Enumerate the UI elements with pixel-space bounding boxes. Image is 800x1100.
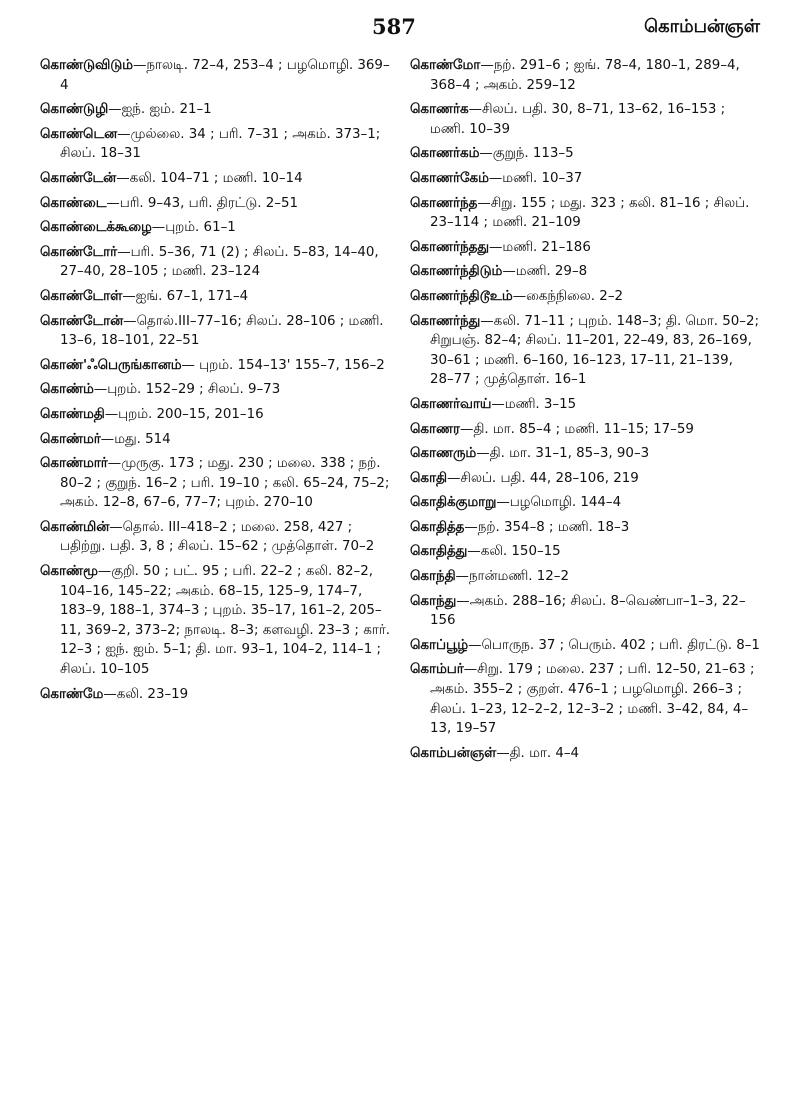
entry-headword: கொண்ம் [40, 382, 94, 398]
index-entry [40, 218, 390, 238]
entry-headword: கொதி [410, 470, 447, 486]
entry-headword: கொணர்ந்திடூஉம் [410, 288, 513, 304]
entry-references: —மணி. 3–15 [491, 396, 577, 412]
index-entry [410, 287, 760, 307]
entry-references: —பொருந. 37 ; பெரும். 402 ; பரி. திரட்டு. 8–1 [468, 637, 760, 653]
index-entry [410, 169, 760, 189]
index-entry [40, 194, 390, 214]
entry-references: —ஐந். ஐம். 21–1 [108, 102, 212, 118]
entry-headword: கொண்டேன் [40, 170, 117, 186]
entry-headword: கொதித்த [410, 519, 465, 535]
entry-headword: கொண்மே [40, 686, 104, 702]
entry-headword: கொணர [410, 421, 460, 437]
index-entry [410, 567, 760, 587]
entry-references: —தி. மா. 31–1, 85–3, 90–3 [476, 446, 650, 462]
entry-references: —மணி. 29–8 [502, 264, 588, 280]
entry-references: —தி. மா. 85–4 ; மணி. 11–15; 17–59 [459, 421, 694, 437]
entry-headword: கொண்மூ [40, 564, 98, 580]
index-entry [410, 144, 760, 164]
index-entry [410, 238, 760, 258]
index-entry [40, 169, 390, 189]
entry-references: —அகம். 288–16; சிலப். 8–வெண்பா–1–3, 22–156 [430, 593, 746, 629]
entry-headword: கொணர்க [410, 102, 469, 118]
entry-references: —கலி. 150–15 [467, 544, 561, 560]
entry-headword: கொண்மதி [40, 406, 105, 422]
entry-headword: கொண்டை [40, 195, 107, 211]
entry-headword: கொணர்ந்தது [410, 239, 489, 255]
entry-references: —புறம். 152–29 ; சிலப். 9–73 [93, 382, 281, 398]
index-entry [410, 744, 760, 764]
page-header [0, 14, 800, 44]
entry-references: —தொல். III–418–2 ; மலை. 258, 427 ; பதிற்று. பதி. 3, 8 ; சிலப். 15–62 ; முத்தொள். 70–2 [60, 519, 375, 555]
page-number: 587 [372, 14, 416, 39]
left-column [40, 56, 390, 709]
entry-references: —சிலப். பதி. 30, 8–71, 13–62, 16–153 ; மணி. 10–39 [430, 102, 726, 137]
index-entry [410, 262, 760, 282]
index-entry [40, 125, 390, 164]
entry-references: —மது. 514 [100, 431, 171, 447]
entry-references: —நற். 354–8 ; மணி. 18–3 [464, 519, 630, 535]
entry-headword: கொணர்ந்திடும் [410, 264, 503, 280]
index-entry [410, 194, 760, 233]
entry-headword: கொணர்ந்த [410, 195, 478, 211]
entry-headword: கொண்டோன் [40, 313, 124, 329]
entry-references: —மணி. 21–186 [488, 239, 591, 255]
entry-references: —நான்மணி. 12–2 [455, 569, 569, 585]
entry-references: —நாலடி. 72–4, 253–4 ; பழமொழி. 369–4 [60, 58, 390, 93]
index-entry [410, 493, 760, 513]
index-entry [40, 243, 390, 282]
entry-headword: கொண்'ஃபெருங்கானம் [40, 357, 182, 373]
entry-references: —பரி. 9–43, பரி. திரட்டு. 2–51 [106, 195, 299, 211]
index-entry [410, 56, 760, 95]
index-entry [40, 405, 390, 425]
index-entry [410, 518, 760, 538]
entry-headword: கொண்டைக்கூழை [40, 220, 152, 236]
entry-references: —சிறு. 155 ; மது. 323 ; கலி. 81–16 ; சிலப். 23–114 ; மணி. 21–109 [430, 195, 750, 231]
index-entry [40, 518, 390, 557]
index-entry [410, 592, 760, 631]
entry-headword: கொண்மர் [40, 431, 101, 447]
index-entry [40, 287, 390, 307]
entry-references: —தொல்.III–77–16; சிலப். 28–106 ; மணி. 13–6, 18–101, 22–51 [60, 313, 384, 349]
right-column [410, 56, 760, 768]
index-entry [40, 685, 390, 705]
entry-references: —மணி. 10–37 [488, 170, 583, 186]
entry-headword: கொண்மின் [40, 519, 110, 535]
entry-references: —பரி. 5–36, 71 (2) ; சிலப். 5–83, 14–40, 27–40, 28–105 ; மணி. 23–124 [60, 244, 379, 280]
entry-headword: கொண்டோர் [40, 244, 118, 260]
entry-references: —கைந்நிலை. 2–2 [512, 288, 624, 304]
index-entry [410, 100, 760, 139]
entry-references: —பழமொழி. 144–4 [496, 495, 622, 511]
entry-headword: கொணர்கேம் [410, 170, 489, 186]
entry-headword: கொணர்கம் [410, 146, 480, 162]
index-entry [410, 469, 760, 489]
entry-references: —புறம். 200–15, 201–16 [104, 406, 264, 422]
index-entry [40, 56, 390, 95]
index-entry [40, 356, 390, 376]
entry-headword: கொப்பூழ் [410, 637, 469, 653]
entry-headword: கொண்டோள் [40, 288, 123, 304]
index-entry [40, 430, 390, 450]
index-entry [410, 636, 760, 656]
entry-references: — புறம். 154–13' 155–7, 156–2 [181, 357, 385, 373]
index-entry [40, 562, 390, 680]
running-head: கொம்பன்ஞள் [644, 16, 760, 37]
entry-references: —கலி. 23–19 [103, 686, 189, 702]
index-entry [40, 312, 390, 351]
entry-references: —நற். 291–6 ; ஐங். 78–4, 180–1, 289–4, 368–4 ; அகம். 259–12 [430, 58, 740, 93]
index-entry [410, 542, 760, 562]
entry-headword: கொந்து [410, 593, 457, 609]
index-entry [410, 660, 760, 738]
entry-headword: கொண்மோ [410, 58, 481, 73]
entry-references: —சிறு. 179 ; மலை. 237 ; பரி. 12–50, 21–63 ; அகம். 355–2 ; குறள். 476–1 ; பழமொழி. 266–3 ; சிலப். 1–23, 12–2–2, 12–3–2 ; மணி. 3–42, 84, 4–13, 19–57 [430, 662, 755, 737]
entry-references: —ஐங். 67–1, 171–4 [122, 288, 249, 304]
entry-references: —புறம். 61–1 [151, 220, 236, 236]
entry-references: —குறி. 50 ; பட். 95 ; பரி. 22–2 ; கலி. 82–2, 104–16, 145–22; அகம். 68–15, 125–9, 174–7, 183–9, 188–1, 374–3 ; புறம். 35–17, 161–2, 205–11, 369–2, 373–2; நாலடி. 8–3; களவழி. 23–3 ; கார். 12–3 ; ஐந். ஐம். 5–1; தி. மா. 93–1, 104–2, 114–1 ; சிலப். 10–105 [60, 564, 391, 678]
entry-headword: கொணரும் [410, 446, 477, 462]
entry-headword: கொதிக்குமாறு [410, 495, 497, 511]
entry-headword: கொணர்வாய் [410, 396, 492, 412]
entry-references: —கலி. 104–71 ; மணி. 10–14 [116, 170, 303, 186]
entry-headword: கொண்டுவிடும் [40, 58, 133, 73]
index-entry [40, 380, 390, 400]
entry-references: —கலி. 71–11 ; புறம். 148–3; தி. மொ. 50–2; சிறுபஞ். 82–4; சிலப். 11–201, 22–49, 83, 26–169, 30–61 ; மணி. 6–160, 16–123, 17–11, 21–139, 28–77 ; முத்தொள். 16–1 [430, 313, 760, 388]
index-entry [40, 454, 390, 513]
entry-headword: கொண்டுழி [40, 102, 109, 118]
index-entry [410, 312, 760, 390]
entry-headword: கொந்தி [410, 569, 456, 585]
entry-headword: கொம்பன்ஞள் [410, 745, 497, 761]
entry-references: —தி. மா. 4–4 [496, 745, 580, 761]
entry-references: —சிலப். பதி. 44, 28–106, 219 [446, 470, 639, 486]
entry-headword: கொணர்ந்து [410, 313, 481, 329]
entry-headword: கொதித்து [410, 544, 468, 560]
entry-headword: கொண்மார் [40, 456, 108, 472]
entry-headword: கொண்டென [40, 126, 118, 142]
index-entry [410, 395, 760, 415]
entry-references: —முல்லை. 34 ; பரி. 7–31 ; அகம். 373–1; சிலப். 18–31 [60, 126, 381, 162]
entry-references: —முருகு. 173 ; மது. 230 ; மலை. 338 ; நற். 80–2 ; குறுந். 16–2 ; பரி. 19–10 ; கலி. 65–24, 75–2; அகம். 12–8, 67–6, 77–7; புறம். 270–10 [60, 456, 390, 511]
index-entry [410, 420, 760, 440]
index-entry [410, 444, 760, 464]
index-entry [40, 100, 390, 120]
entry-headword: கொம்பர் [410, 662, 464, 678]
entry-references: —குறுந். 113–5 [479, 146, 574, 162]
